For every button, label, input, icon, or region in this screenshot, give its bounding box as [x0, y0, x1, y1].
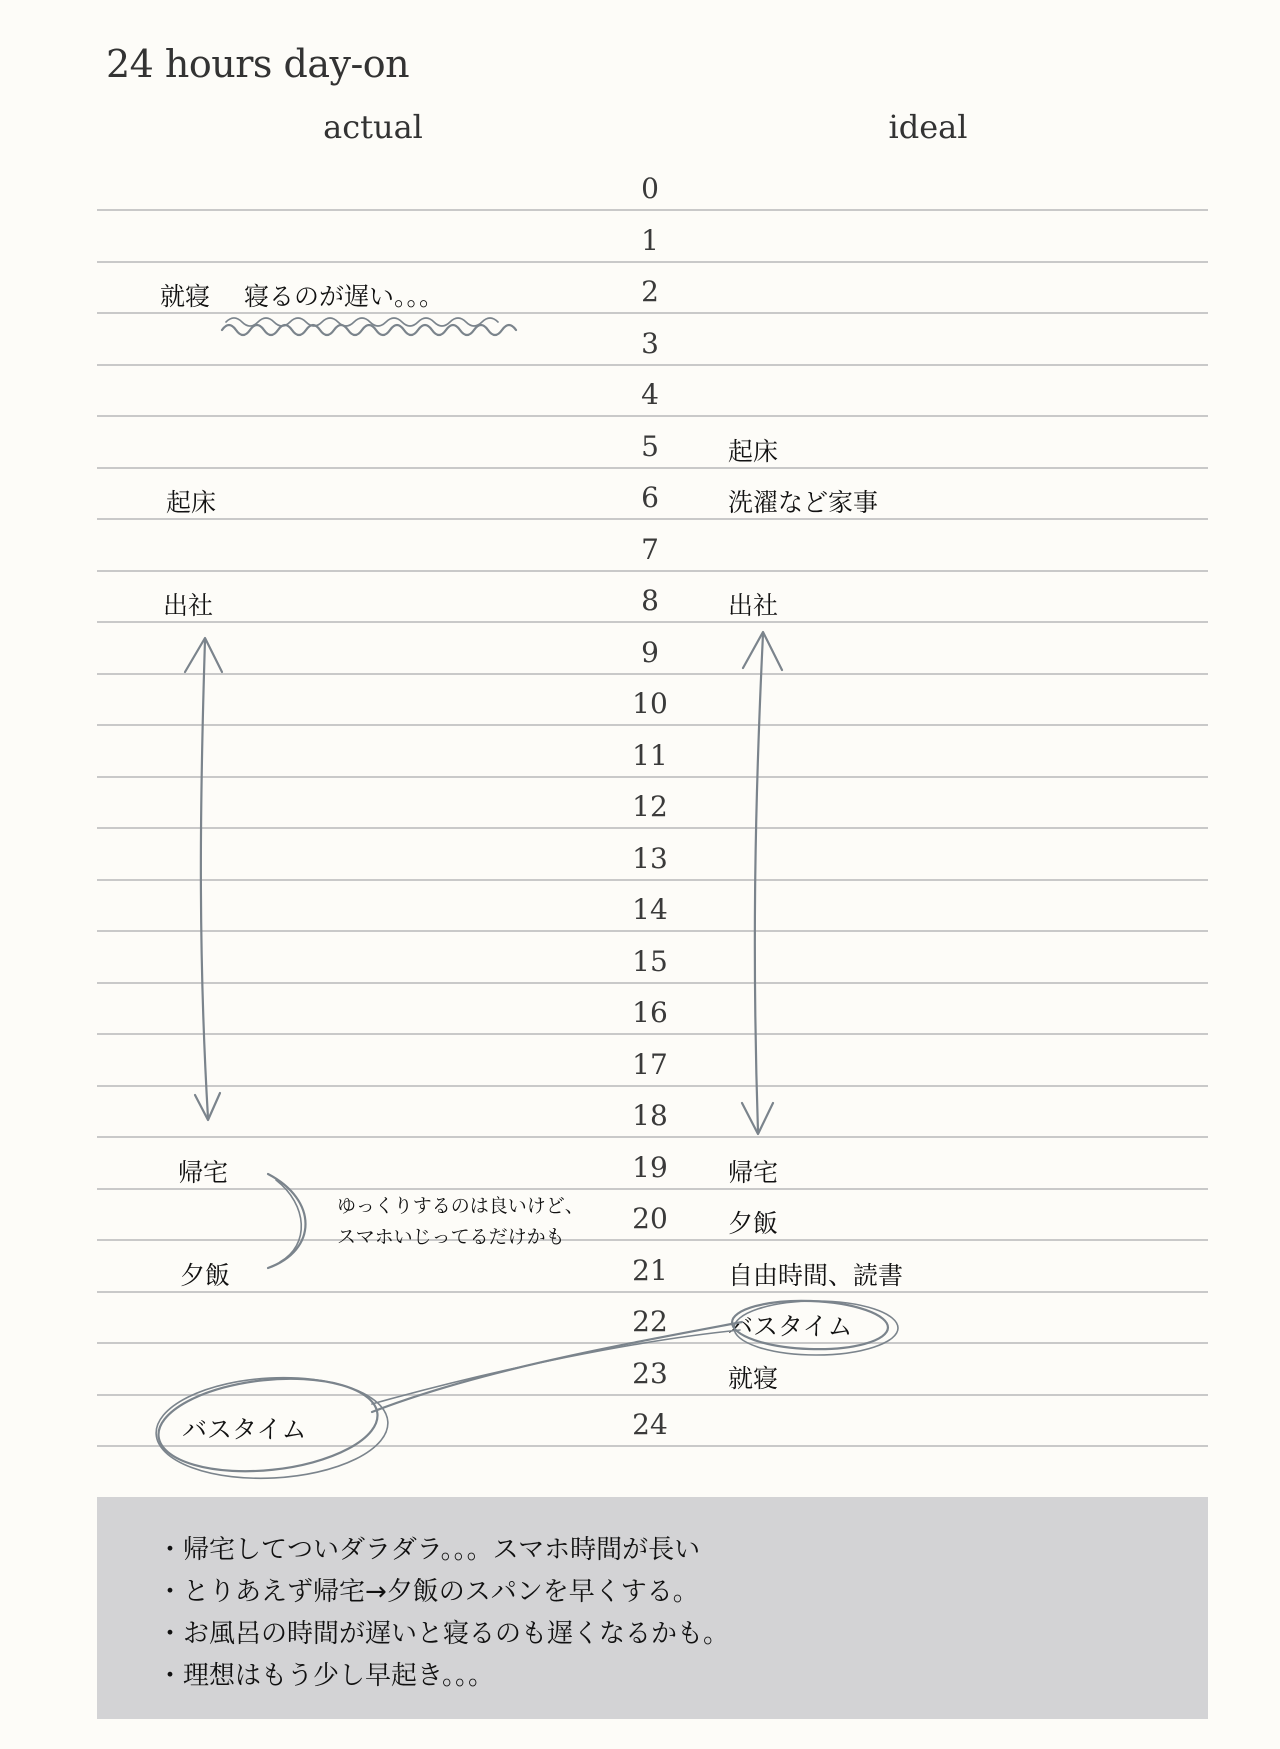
hour-label: 0: [641, 172, 659, 205]
row-divider: [97, 209, 1208, 211]
hour-label: 13: [632, 841, 668, 875]
hour-label: 2: [641, 275, 659, 308]
hour-label: 10: [632, 687, 668, 720]
memo-line: ・とりあえず帰宅→夕飯のスパンを早くする。: [157, 1577, 699, 1607]
row-divider: [97, 570, 1208, 572]
ideal-entry: 自由時間、読書: [728, 1260, 904, 1290]
row-divider: [97, 776, 1208, 778]
hour-label: 15: [632, 944, 668, 978]
ideal-entry: 起床: [728, 436, 779, 466]
hour-label: 12: [632, 790, 668, 823]
actual-entry: 起床: [166, 488, 217, 517]
row-divider: [97, 1291, 1208, 1293]
hour-label: 7: [641, 532, 659, 566]
ideal-entry: 夕飯: [728, 1209, 779, 1238]
relax-note-line2: スマホいじってるだけかも: [337, 1226, 565, 1248]
actual-entry: 出社: [163, 591, 214, 620]
relax-note-line1: ゆっくりするのは良いけど、: [337, 1195, 584, 1217]
row-divider: [97, 1085, 1208, 1087]
row-divider: [97, 1239, 1208, 1241]
row-divider: [97, 879, 1208, 881]
actual-entry: 就寝: [160, 282, 211, 311]
hour-label: 14: [632, 893, 668, 926]
hour-label: 8: [641, 584, 659, 617]
row-divider: [97, 827, 1208, 829]
actual-entry: 帰宅: [178, 1157, 229, 1187]
row-divider: [97, 1188, 1208, 1190]
ideal-entry: バスタイム: [728, 1312, 853, 1341]
row-divider: [97, 930, 1208, 932]
row-divider: [97, 1136, 1208, 1138]
hour-label: 17: [632, 1047, 668, 1081]
hour-label: 20: [632, 1202, 668, 1235]
row-divider: [97, 364, 1208, 366]
memo-line: ・お風呂の時間が遅いと寝るのも遅くなるかも。: [157, 1619, 730, 1649]
actual-entry: 夕飯: [180, 1260, 231, 1290]
hour-label: 11: [632, 738, 668, 772]
late-sleep-note: 寝るのが遅い。。。: [244, 282, 445, 311]
ideal-entry: 洗濯など家事: [728, 488, 879, 517]
memo-line: ・帰宅してついダラダラ。。。スマホ時間が長い: [157, 1535, 701, 1565]
ideal-work-span-arrow: [755, 634, 763, 1132]
hour-label: 24: [632, 1408, 668, 1441]
squiggle-underline: [222, 325, 516, 335]
row-divider: [97, 982, 1208, 984]
ideal-entry: 出社: [728, 591, 779, 620]
row-divider: [97, 724, 1208, 726]
row-divider: [97, 673, 1208, 675]
hour-label: 21: [632, 1253, 668, 1287]
row-divider: [97, 518, 1208, 520]
page-title: 24 hours day-on: [106, 42, 410, 86]
hour-label: 23: [632, 1356, 668, 1390]
memo-list: [157, 1529, 729, 1697]
row-divider: [97, 1394, 1208, 1396]
hour-label: 16: [632, 996, 668, 1029]
hour-label: 1: [641, 223, 659, 257]
row-divider: [97, 621, 1208, 623]
actual-entry: バスタイム: [182, 1415, 307, 1444]
hour-label: 4: [641, 378, 659, 411]
row-divider: [97, 415, 1208, 417]
hour-label: 18: [632, 1099, 668, 1132]
hour-label: 19: [632, 1150, 668, 1184]
column-header-actual: actual: [323, 108, 423, 146]
hour-label: 3: [641, 326, 659, 360]
hour-label: 6: [641, 481, 659, 514]
ideal-entry: 就寝: [728, 1363, 779, 1393]
row-divider: [97, 1033, 1208, 1035]
memo-box: [97, 1497, 1208, 1719]
ideal-entry: 帰宅: [728, 1157, 779, 1187]
memo-line: ・理想はもう少し早起き。。。: [157, 1661, 494, 1691]
hour-label: 5: [641, 429, 659, 463]
row-divider: [97, 261, 1208, 263]
row-divider: [97, 1342, 1208, 1344]
hour-label: 9: [641, 635, 659, 669]
row-divider: [97, 467, 1208, 469]
column-header-ideal: ideal: [888, 108, 968, 146]
hour-label: 22: [632, 1305, 668, 1338]
